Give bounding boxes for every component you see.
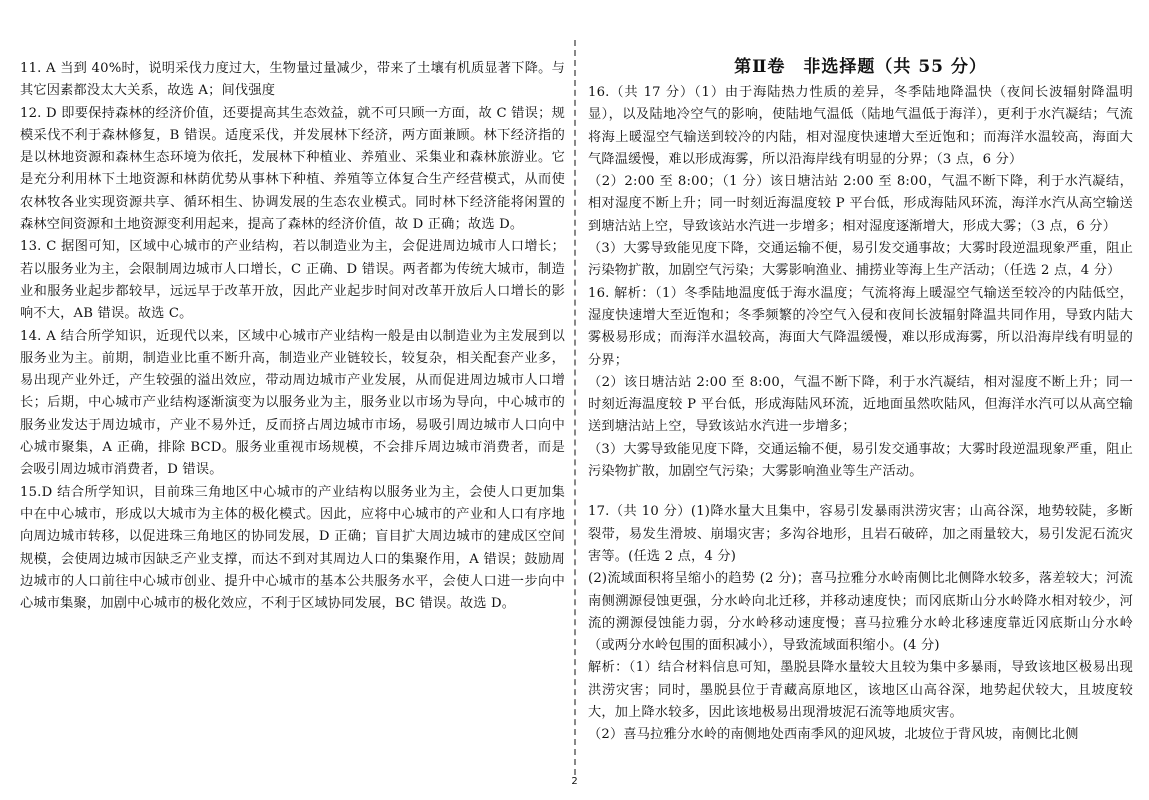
q16-analysis-2: （2）该日塘沽站 2:00 至 8:00，气温不断下降，利于水汽凝结，相对湿度不断上升；同一时刻近海温度较 P 平台低，形成海陆风环流，近地面虽然吹陆风，但海洋水汽可以从高空输送到塘沽站上空，导致该站水汽进一步增多；: [588, 374, 1133, 435]
answer-14: 14. A 结合所学知识，近现代以来，区域中心城市产业结构一般是由以制造业为主发展到以服务业为主。前期，制造业比重不断升高，制造业产业链较长，较复杂，相关配套产业多，易出现产业外迁，产生较强的溢出效应，带动周边城市产业发展，从而促进周边城市人口增长；后期，中心城市产业结构逐渐演变为以服务业为主，服务业以市场为导向，中心城市的服务业发达于周边城市，产业不易外迁，反而挤占周边城市市场，易吸引周边城市人口向中心城市聚集，A 正确，排除 BCD。服务业重视市场规模，不会排斥周边城市消费者，而是会吸引周边城市消费者，D 错误。: [20, 328, 565, 478]
page-number: 2: [571, 776, 578, 787]
answer-13: 13. C 据图可知，区域中心城市的产业结构，若以制造业为主，会促进周边城市人口增长；若以服务业为主，会限制周边城市人口增长，C 正确、D 错误。两者都为传统大城市，制造业和服务业起步都较早，远远早于改革开放，因此产业起步时间对改革开放后人口增长的影响不大，AB 错误。故选 C。: [20, 239, 565, 322]
section-title: 第Ⅱ卷 非选择题（共 55 分）: [734, 57, 987, 77]
q16-part3: （3）大雾导致能见度下降，交通运输不便，易引发交通事故；大雾时段逆温现象严重，阻止污染物扩散，加剧空气污染；大雾影响渔业、捕捞业等海上生产活动；（任选 2 点，4 分）: [588, 241, 1133, 279]
q16-analysis-3: （3）大雾导致能见度下降，交通运输不便，易引发交通事故；大雾时段逆温现象严重，阻止污染物扩散，加剧空气污染；大雾影响渔业等生产活动。: [588, 441, 1133, 480]
q17-part1: 17.（共 10 分）(1)降水量大且集中，容易引发暴雨洪涝灾害；山高谷深，地势较陡，多断裂带，易发生滑坡、崩塌灾害；多沟谷地形，且岩石破碎，加之雨量较大，易引发泥石流灾害等。(任选 2 点，4 分): [588, 504, 1133, 564]
answer-15: 15.D 结合所学知识，目前珠三角地区中心城市的产业结构以服务业为主，会使人口更加集中在中心城市，形成以大城市为主体的极化模式。因此，应将中心城市的产业和人口有序地向周边城市转移，以促进珠三角地区的协同发展，D 正确；盲目扩大周边城市的建成区空间规模，会使周边城市因缺乏产业支撑，而达不到对其周边人口的集聚作用，A 错误；鼓励周边城市的人口前往中心城市创业、提升中心城市的基本公共服务水平，会使人口进一步向中心城市集聚，加剧中心城市的极化效应，不利于区域协同发展，BC 错误。故选 D。: [20, 484, 565, 612]
q16-part2: （2）2:00 至 8:00；（1 分）该日塘沽站 2:00 至 8:00，气温不断下降，利于水汽凝结，相对湿度不断上升；同一时刻近海温度较 P 平台低，形成海陆风环流，海洋水汽从高空输送到塘沽站上空，导致该站水汽进一步增多；相对湿度逐渐增大，形成大雾；（3 点，6 分）: [588, 174, 1133, 234]
q17-part2: (2)流域面积将呈缩小的趋势 (2 分)；喜马拉雅分水岭南侧比北侧降水较多，落差较大；河流南侧溯源侵蚀更强，分水岭向北迁移，并移动速度快；而冈底斯山分水岭降水相对较少，河流的溯源侵蚀能力弱，分水岭移动速度慢；喜马拉雅分水岭北移速度靠近冈底斯山分水岭（或两分水岭包围的面积减小），导致流域面积缩小。(4 分): [588, 571, 1133, 654]
left-column: [20, 58, 565, 615]
column-divider: [574, 40, 576, 775]
right-column: [588, 54, 1133, 747]
spacer: [588, 483, 1133, 501]
q16-analysis: 16. 解析：（1）冬季陆地温度低于海水温度；气流将海上暖湿空气输送至较冷的内陆低空，湿度快速增大至近饱和；冬季频繁的冷空气入侵和夜间长波辐射降温共同作用，导致内陆大雾极易形成；而海洋水温较高，海面大气降温缓慢，难以形成海雾，所以沿海岸线有明显的分界；: [588, 285, 1133, 368]
q16-part1: 16.（共 17 分）（1）由于海陆热力性质的差异，冬季陆地降温快（夜间长波辐射降温明显），以及陆地冷空气的影响，使陆地气温低（陆地气温低于海洋），更利于水汽凝结；气流将海上暖湿空气输送到较冷的内陆，相对湿度快速增大至近饱和；而海洋水温较高，海面大气降温缓慢，难以形成海雾，所以沿海岸线有明显的分界；（3 点，6 分）: [588, 85, 1133, 167]
q17-analysis-2: （2）喜马拉雅分水岭的南侧地处西南季风的迎风坡，北坡位于背风坡，南侧比北侧: [588, 727, 1079, 743]
answer-11: 11. A 当到 40%时，说明采伐力度过大，生物量过量减少，带来了土壤有机质显著下降。与其它因素都没太大关系，故选 A；间伐强度: [20, 61, 565, 99]
answer-12: 12. D 即要保持森林的经济价值，还要提高其生态效益，就不可只顾一方面，故 C 错误；规模采伐不利于森林修复，B 错误。适度采伐，并发展林下经济，两方面兼顾。林下经济指的是以林地资源和森林生态环境为依托，发展林下种植业、养殖业、采集业和森林旅游业。它是充分利用林下土地资源和林荫优势从事林下种植、养殖等立体复合生产经营模式，从而使农林牧各业实现资源共享、循环相生、协调发展的生态农业模式。同时林下经济能将闲置的森林空间资源和土地资源变利用起来，提高了森林的经济价值，故 D 正确；故选 D。: [20, 105, 565, 233]
q17-analysis: 解析：（1）结合材料信息可知，墨脱县降水量较大且较为集中多暴雨，导致该地区极易出现洪涝灾害；同时，墨脱县位于青藏高原地区，该地区山高谷深，地势起伏较大，且坡度较大，加上降水较多，因此该地极易出现滑坡泥石流等地质灾害。: [588, 660, 1133, 721]
